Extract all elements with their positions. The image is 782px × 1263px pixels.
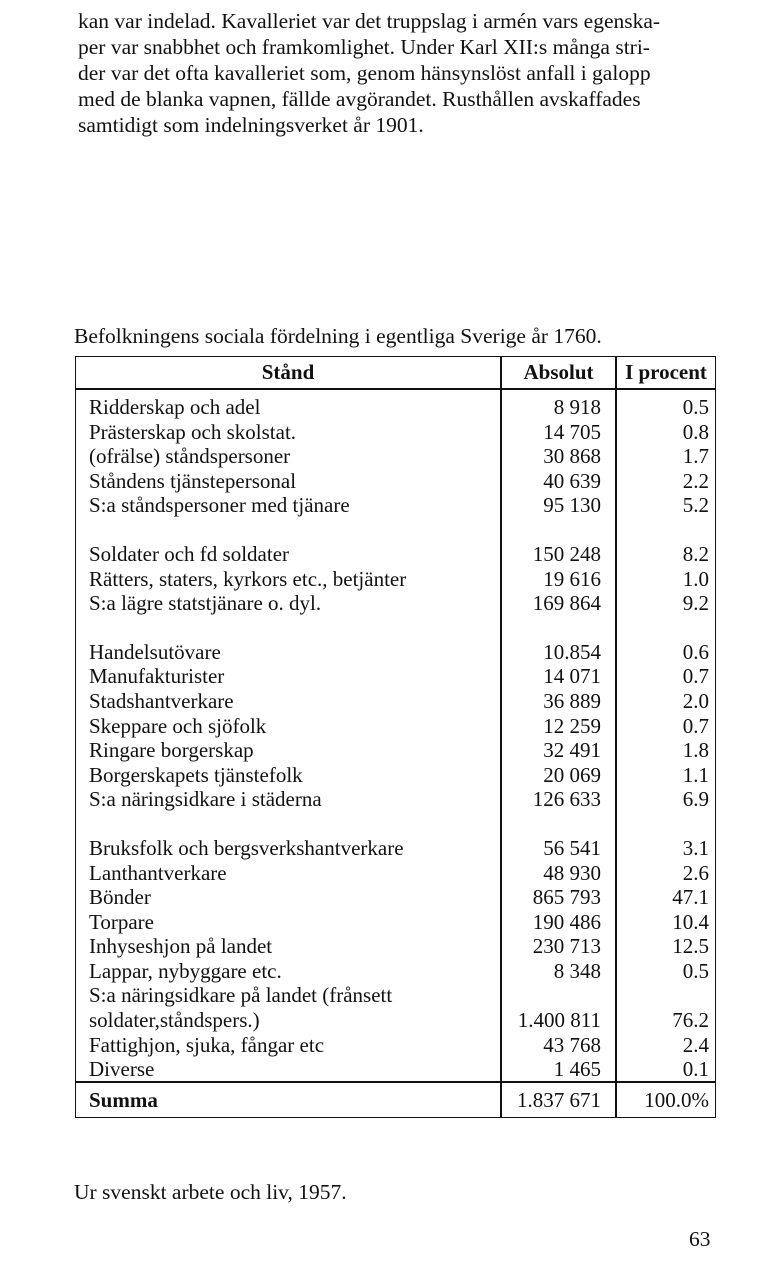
table-row <box>76 861 715 886</box>
cell-absolut: 12 259 <box>543 713 601 738</box>
cell-absolut: 150 248 <box>532 541 601 566</box>
cell-stand: S:a näringsidkare i städerna <box>89 787 322 812</box>
cell-stand: Ståndens tjänstepersonal <box>89 468 297 493</box>
table-row <box>76 738 715 763</box>
total-procent: 100.0% <box>644 1088 709 1112</box>
total-row <box>76 1083 715 1117</box>
cell-absolut: 190 486 <box>532 909 601 934</box>
cell-stand: Fattighjon, sjuka, fångar etc <box>89 1032 325 1057</box>
cell-stand: soldater,ståndspers.) <box>89 1008 260 1033</box>
cell-absolut: 865 793 <box>532 885 601 910</box>
table-row <box>76 1057 715 1082</box>
intro-line: samtidigt som indelningsverket år 1901. <box>78 113 424 137</box>
cell-absolut: 230 713 <box>532 934 601 959</box>
cell-procent: 76.2 <box>672 1008 709 1033</box>
cell-absolut: 1.400 811 <box>517 1008 601 1033</box>
table-row <box>76 493 715 518</box>
intro-line: med de blanka vapnen, fällde avgörandet. Rusthållen avskaffades <box>78 87 641 111</box>
cell-procent: 8.2 <box>682 541 709 566</box>
section-gap <box>76 616 715 640</box>
table-row <box>76 885 715 910</box>
cell-absolut: 32 491 <box>543 738 601 763</box>
cell-absolut: 30 868 <box>543 444 601 469</box>
cell-absolut: 56 541 <box>543 835 601 860</box>
cell-stand: Stadshantverkare <box>89 688 234 713</box>
cell-procent: 9.2 <box>682 591 709 616</box>
cell-procent: 12.5 <box>672 934 709 959</box>
cell-stand: Rätters, staters, kyrkors etc., betjänter <box>89 566 407 591</box>
table-row <box>76 444 715 469</box>
cell-procent: 0.5 <box>682 395 709 419</box>
cell-stand: S:a lägre statstjänare o. dyl. <box>89 591 322 616</box>
cell-stand: Handelsutövare <box>89 639 221 664</box>
source-citation: Ur svenskt arbete och liv, 1957. <box>74 1180 347 1204</box>
cell-absolut: 8 348 <box>553 958 601 983</box>
cell-procent: 5.2 <box>682 493 709 518</box>
intro-line: der var det ofta kavalleriet som, genom hänsynslöst anfall i galopp <box>78 61 651 85</box>
cell-stand: Bruksfolk och bergsverkshantverkare <box>89 835 404 860</box>
table-row <box>76 664 715 689</box>
table-row <box>76 567 715 592</box>
cell-procent: 47.1 <box>672 885 709 910</box>
header-divider <box>76 388 715 390</box>
table-row <box>76 1033 715 1058</box>
cell-absolut: 36 889 <box>543 688 601 713</box>
table-row <box>76 420 715 445</box>
cell-procent: 1.1 <box>682 762 709 787</box>
intro-line: per var snabbhet och framkomlighet. Under Karl XII:s många stri- <box>78 35 650 59</box>
cell-stand: Lanthantverkare <box>89 860 227 885</box>
cell-absolut: 14 071 <box>543 664 601 689</box>
table-body <box>76 395 715 1082</box>
section-gap <box>76 518 715 542</box>
cell-procent: 0.7 <box>682 713 709 738</box>
cell-absolut: 48 930 <box>543 860 601 885</box>
cell-absolut: 43 768 <box>543 1032 601 1057</box>
intro-line: kan var indelad. Kavalleriet var det truppslag i armén vars egenska- <box>78 9 661 33</box>
cell-absolut: 19 616 <box>543 566 601 591</box>
cell-stand: Borgerskapets tjänstefolk <box>89 762 303 787</box>
table-row <box>76 910 715 935</box>
cell-stand: Inhyseshjon på landet <box>89 934 273 959</box>
cell-procent: 3.1 <box>682 835 709 860</box>
header-absolut: Absolut <box>523 360 594 384</box>
cell-absolut: 8 918 <box>553 395 601 419</box>
table-caption: Befolkningens sociala fördelning i egentliga Sverige år 1760. <box>74 324 602 348</box>
cell-stand: S:a ståndspersoner med tjänare <box>89 493 350 518</box>
table-row <box>76 542 715 567</box>
cell-stand: Soldater och fd soldater <box>89 541 290 566</box>
table-row <box>76 983 715 1008</box>
cell-procent: 2.0 <box>682 688 709 713</box>
total-absolut: 1.837 671 <box>517 1088 601 1112</box>
cell-procent: 0.7 <box>682 664 709 689</box>
table-row <box>76 1008 715 1033</box>
table-row <box>76 787 715 812</box>
cell-procent: 0.5 <box>682 958 709 983</box>
cell-procent: 2.4 <box>682 1032 709 1057</box>
cell-absolut: 10.854 <box>543 639 601 664</box>
cell-procent: 0.8 <box>682 419 709 444</box>
cell-stand: Ringare borgerskap <box>89 738 254 763</box>
cell-stand: (ofrälse) ståndspersoner <box>89 444 291 469</box>
population-table <box>75 356 716 1118</box>
cell-stand: S:a näringsidkare på landet (frånsett <box>89 983 393 1008</box>
page-number: 63 <box>689 1227 711 1251</box>
section-gap <box>76 812 715 836</box>
cell-stand: Ridderskap och adel <box>89 395 261 419</box>
table-row <box>76 689 715 714</box>
intro-paragraph <box>78 8 728 138</box>
cell-stand: Prästerskap och skolstat. <box>89 419 297 444</box>
cell-procent: 2.6 <box>682 860 709 885</box>
cell-absolut: 1 465 <box>553 1057 601 1082</box>
cell-absolut: 169 864 <box>532 591 601 616</box>
cell-procent: 10.4 <box>672 909 709 934</box>
cell-absolut: 40 639 <box>543 468 601 493</box>
table-row <box>76 763 715 788</box>
table-row <box>76 395 715 420</box>
cell-stand: Diverse <box>89 1057 155 1082</box>
header-procent: I procent <box>625 360 707 384</box>
cell-stand: Torpare <box>89 909 154 934</box>
cell-absolut: 20 069 <box>543 762 601 787</box>
cell-procent: 0.6 <box>682 639 709 664</box>
cell-procent: 1.8 <box>682 738 709 763</box>
cell-procent: 1.7 <box>682 444 709 469</box>
cell-absolut: 126 633 <box>532 787 601 812</box>
table-row <box>76 469 715 494</box>
table-row <box>76 934 715 959</box>
table-row <box>76 836 715 861</box>
cell-stand: Bönder <box>89 885 151 910</box>
table-row <box>76 640 715 665</box>
cell-procent: 1.0 <box>682 566 709 591</box>
cell-procent: 2.2 <box>682 468 709 493</box>
cell-procent: 6.9 <box>682 787 709 812</box>
table-row <box>76 959 715 984</box>
table-row <box>76 714 715 739</box>
table-row <box>76 591 715 616</box>
header-stand: Stånd <box>261 360 315 384</box>
cell-procent: 0.1 <box>682 1057 709 1082</box>
cell-stand: Skeppare och sjöfolk <box>89 713 267 738</box>
cell-absolut: 14 705 <box>543 419 601 444</box>
cell-stand: Lappar, nybyggare etc. <box>89 958 282 983</box>
total-label: Summa <box>89 1088 158 1112</box>
cell-stand: Manufakturister <box>89 664 225 689</box>
cell-absolut: 95 130 <box>543 493 601 518</box>
